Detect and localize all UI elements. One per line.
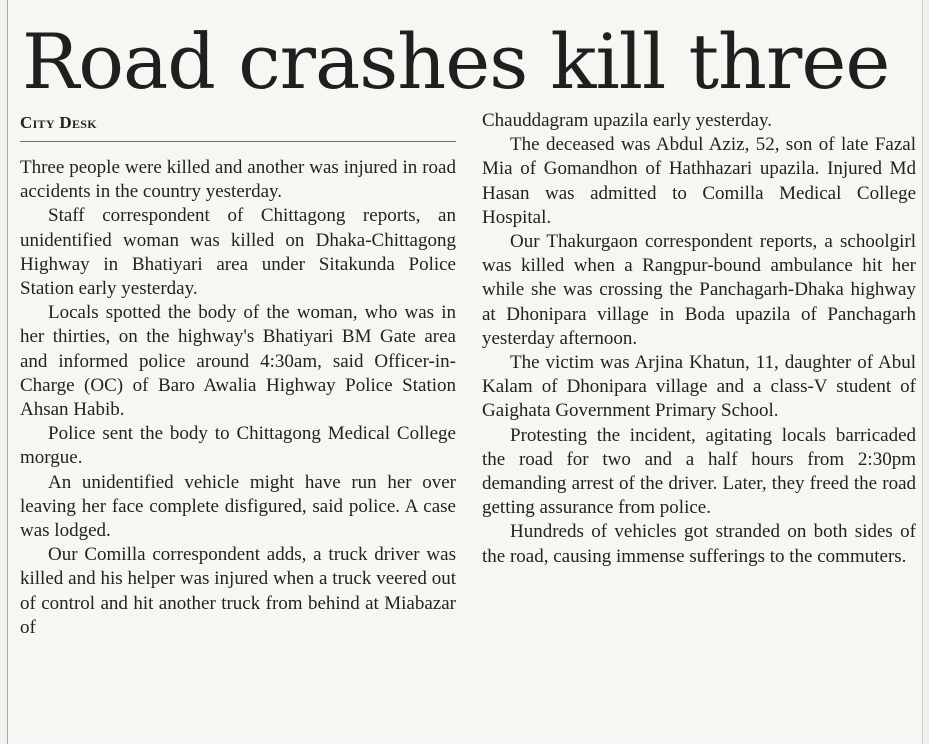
paragraph: The victim was Arjina Khatun, 11, daughter of Abul Kalam of Dhonipara village and a class-V student of Gaighata Government Primary School. xyxy=(482,352,916,422)
paragraph: Protesting the incident, agitating locals barricaded the road for two and a half hours from 2:30pm demanding arrest of the driver. Later, they freed the road getting assurance from police. xyxy=(482,424,916,519)
byline-rule xyxy=(20,141,456,142)
paragraph: Hundreds of vehicles got stranded on both sides of the road, causing immense sufferings to the commuters. xyxy=(482,521,916,567)
paragraph: Chauddagram upazila early yesterday. xyxy=(482,110,772,131)
paragraph: Staff correspondent of Chittagong reports, an unidentified woman was killed on Dhaka-Chittagong Highway in Bhatiyari area under Sitakunda Police Station early yesterday. xyxy=(20,205,456,300)
paragraph: The deceased was Abdul Aziz, 52, son of late Fazal Mia of Gomandhon of Hathhazari upazila. Injured Md Hasan was admitted to Comilla Medical College Hospital. xyxy=(482,134,916,228)
paragraph: Police sent the body to Chittagong Medical College morgue. xyxy=(20,423,456,469)
paragraph: Our Comilla correspondent adds, a truck driver was killed and his helper was injured when a truck veered out of control and hit another truck from behind at Miabazar of xyxy=(20,544,456,638)
byline: City Desk xyxy=(20,113,97,132)
paragraph: Three people were killed and another was injured in road accidents in the country yesterday. xyxy=(20,157,456,203)
paragraph: Locals spotted the body of the woman, who was in her thirties, on the highway's Bhatiyari BM Gate area and informed police around 4:30am, said Officer-in-Charge (OC) of Baro Awalia Highway Police Station Ahsan Habib. xyxy=(20,302,456,421)
column-right xyxy=(482,109,916,569)
headline: Road crashes kill three xyxy=(22,17,890,106)
paragraph: Our Thakurgaon correspondent reports, a schoolgirl was killed when a Rangpur-bound ambulance hit her while she was crossing the Panchagarh-Dhaka highway at Dhonipara village in Boda upazila of Panchagarh yesterday afternoon. xyxy=(482,231,916,349)
paragraph: An unidentified vehicle might have run her over leaving her face complete disfigured, said police. A case was lodged. xyxy=(20,471,456,542)
column-left xyxy=(20,156,456,640)
